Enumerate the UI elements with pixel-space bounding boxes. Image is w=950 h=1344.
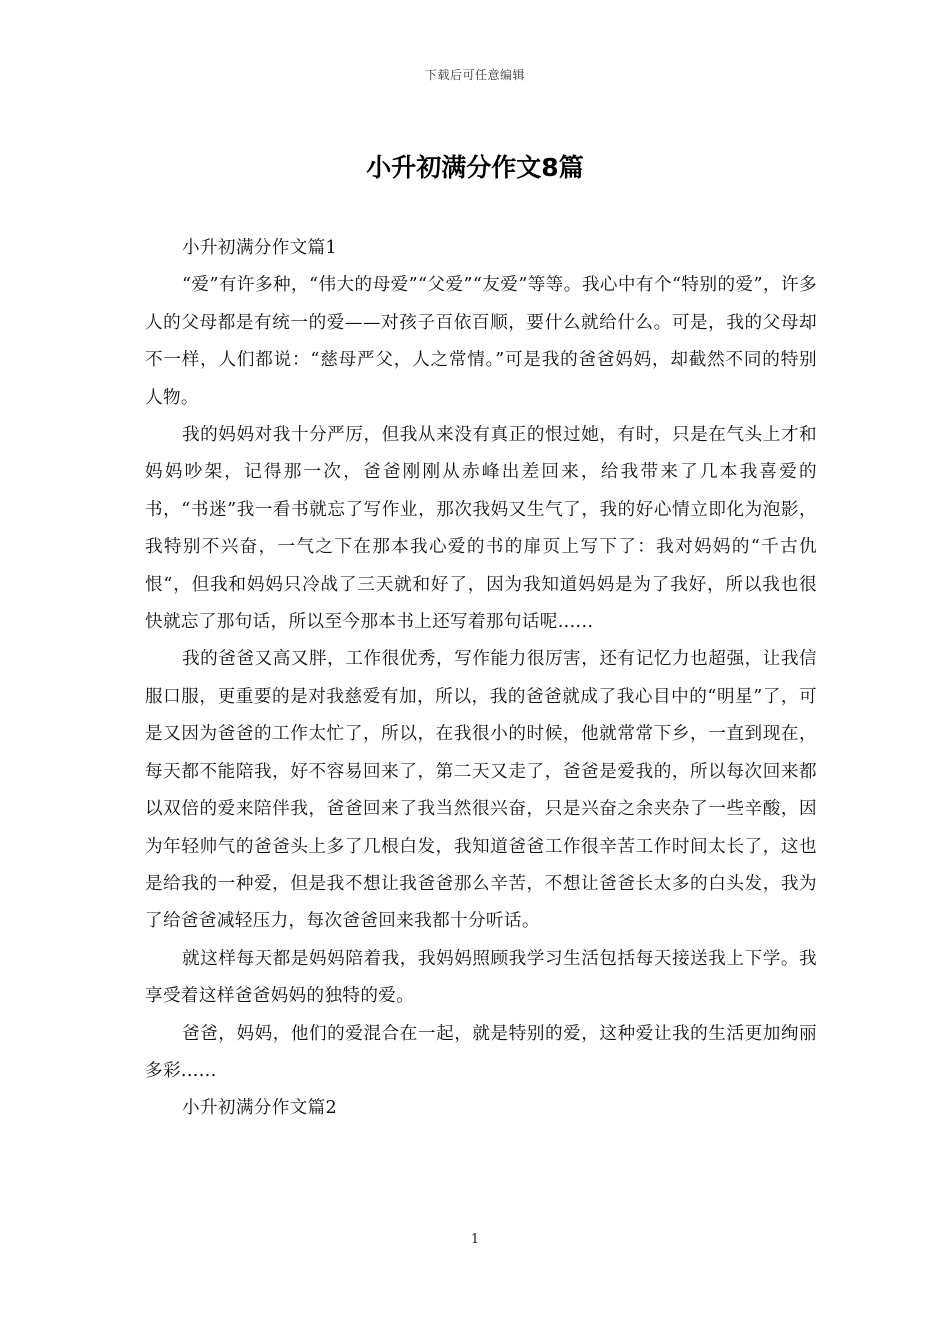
document-body (145, 230, 817, 1128)
section-heading-2: 小升初满分作文篇2 (182, 1098, 338, 1119)
section-heading-1: 小升初满分作文篇1 (182, 238, 338, 258)
header-note: 下载后可任意编辑 (424, 68, 525, 82)
document-title: 小升初满分作文8篇 (366, 153, 584, 182)
page-number: 1 (470, 1232, 480, 1247)
paragraph-1: “爱”有许多种，“伟大的母爱”“父爱”“友爱”等等。我心中有个“特别的爱”，许多人的父母都是有统一的爱——对孩子百依百顺，要什么就给什么。可是，我的父母却不一样，人们都说：“慈母严父，人之常情。”可是我的爸爸妈妈，却截然不同的特别人物。 (145, 275, 817, 408)
paragraph-4: 就这样每天都是妈妈陪着我，我妈妈照顾我学习生活包括每天接送我上下学。我享受着这样爸爸妈妈的独特的爱。 (145, 948, 817, 1007)
paragraph-2: 我的妈妈对我十分严厉，但我从来没有真正的恨过她，有时，只是在气头上才和妈妈吵架，记得那一次，爸爸刚刚从赤峰出差回来，给我带来了几本我喜爱的书，“书迷”我一看书就忘了写作业，那次我妈又生气了，我的好心情立即化为泡影，我特别不兴奋，一气之下在那本我心爱的书的扉页上写下了：我对妈妈的“千古仇恨“，但我和妈妈只冷战了三天就和好了，因为我知道妈妈是为了我好，所以我也很快就忘了那句话，所以至今那本书上还写着那句话呢...... (145, 425, 817, 633)
paragraph-5: 爸爸，妈妈，他们的爱混合在一起，就是特别的爱，这种爱让我的生活更加绚丽多彩...... (145, 1023, 817, 1081)
paragraph-3: 我的爸爸又高又胖，工作很优秀，写作能力很厉害，还有记忆力也超强，让我信服口服，更重要的是对我慈爱有加，所以，我的爸爸就成了我心目中的“明星”了，可是又因为爸爸的工作太忙了，所以，在我很小的时候，他就常常下乡，一直到现在，每天都不能陪我，好不容易回来了，第二天又走了，爸爸是爱我的，所以每次回来都以双倍的爱来陪伴我，爸爸回来了我当然很兴奋，只是兴奋之余夹杂了一些辛酸，因为年轻帅气的爸爸头上多了几根白发，我知道爸爸工作很辛苦工作时间太长了，这也是给我的一种爱，但是我不想让我爸爸那么辛苦，不想让爸爸长太多的白头发，我为了给爸爸减轻压力，每次爸爸回来我都十分听话。 (145, 649, 817, 932)
